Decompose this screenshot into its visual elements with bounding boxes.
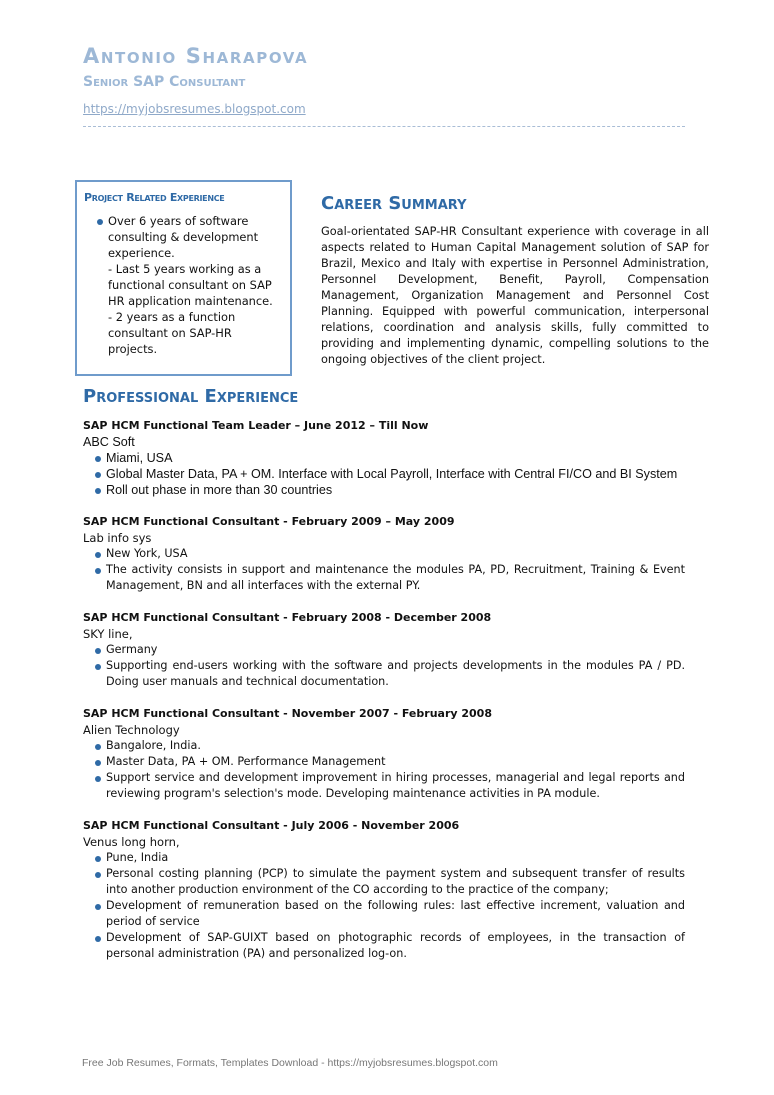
job-entry	[83, 610, 685, 690]
job-entry	[83, 514, 685, 594]
bullet-icon	[95, 760, 101, 766]
list-item: Master Data, PA + OM. Performance Management	[106, 754, 685, 770]
bullet-icon	[95, 936, 101, 942]
footer-text: Free Job Resumes, Formats, Templates Download - https://myjobsresumes.blogspot.com	[82, 1057, 498, 1069]
job-entry	[83, 818, 685, 962]
project-experience-heading: Project Related Experience	[84, 191, 225, 204]
list-item: Bangalore, India.	[106, 738, 685, 754]
bullet-icon	[95, 456, 101, 462]
list-item-text: - 2 years as a function consultant on SAP-HR projects.	[108, 310, 236, 356]
bullet-icon	[95, 664, 101, 670]
job-list	[83, 418, 685, 978]
bullet-icon	[95, 744, 101, 750]
list-item: Germany	[106, 642, 685, 658]
list-item: Miami, USA	[106, 450, 685, 466]
bullet-icon	[95, 856, 101, 862]
bullet-icon	[95, 776, 101, 782]
project-experience-box	[75, 180, 292, 376]
job-company: ABC Soft	[83, 435, 135, 449]
bullet-icon	[95, 552, 101, 558]
job-header: SAP HCM Functional Consultant - November 2007 - February 2008	[83, 707, 492, 720]
job-header: SAP HCM Functional Consultant - July 2006 - November 2006	[83, 819, 460, 832]
job-company: Alien Technology	[83, 723, 180, 737]
list-item-text: Over 6 years of software consulting & development experience.	[108, 214, 259, 260]
job-header: SAP HCM Functional Consultant - February 2008 - December 2008	[83, 611, 492, 624]
bullet-icon	[97, 219, 103, 225]
professional-experience-heading: Professional Experience	[83, 386, 299, 407]
job-entry	[83, 706, 685, 802]
career-summary-heading: Career Summary	[321, 193, 467, 214]
bullet-icon	[95, 568, 101, 574]
list-item: New York, USA	[106, 546, 685, 562]
project-experience-list	[84, 213, 282, 357]
job-header: SAP HCM Functional Consultant - February 2009 – May 2009	[83, 515, 455, 528]
bullet-icon	[95, 488, 101, 494]
job-company: Lab info sys	[83, 531, 152, 545]
list-item: Development of SAP-GUIXT based on photographic records of employees, in the transaction of personal administration (PA) and personalized log-on.	[106, 930, 685, 962]
candidate-name: Antonio Sharapova	[83, 44, 309, 68]
list-item: Supporting end-users working with the software and projects developments in the modules PA / PD. Doing user manuals and technical documentation.	[106, 658, 685, 690]
job-company: SKY line,	[83, 627, 133, 641]
bullet-icon	[95, 872, 101, 878]
list-item: Support service and development improvement in hiring processes, managerial and legal reports and reviewing program's selection's mode. Developing maintenance activities in PA module.	[106, 770, 685, 802]
website-link[interactable]: https://myjobsresumes.blogspot.com	[83, 102, 306, 116]
list-item: The activity consists in support and maintenance the modules PA, PD, Recruitment, Training & Event Management, BN and all interfaces with the external PY.	[106, 562, 685, 594]
job-company: Venus long horn,	[83, 835, 180, 849]
bullet-icon	[95, 472, 101, 478]
job-header: SAP HCM Functional Team Leader – June 2012 – Till Now	[83, 419, 429, 432]
bullet-icon	[95, 904, 101, 910]
list-item: Pune, India	[106, 850, 685, 866]
list-item: Personal costing planning (PCP) to simulate the payment system and subsequent transfer of results into another production environment of the CO according to the practice of the company;	[106, 866, 685, 898]
list-item-text: - Last 5 years working as a functional consultant on SAP HR application maintenance.	[108, 262, 273, 308]
list-item	[108, 213, 282, 357]
list-item: Roll out phase in more than 30 countries	[106, 482, 685, 498]
candidate-title: Senior SAP Consultant	[83, 74, 246, 90]
list-item: Global Master Data, PA + OM. Interface with Local Payroll, Interface with Central FI/CO and BI System	[106, 466, 685, 482]
bullet-icon	[95, 648, 101, 654]
job-entry	[83, 418, 685, 498]
header-divider	[83, 126, 685, 127]
list-item: Development of remuneration based on the following rules: last effective increment, valuation and period of service	[106, 898, 685, 930]
career-summary-text: Goal-orientated SAP-HR Consultant experience with coverage in all aspects related to Human Capital Management solution of SAP for Brazil, Mexico and Italy with expertise in Personnel Administration, Personnel Development, Benefit, Payroll, Compensation Management, Organization Management and Personnel Cost Planning. Equipped with powerful communication, interpersonal relations, coordination and analysis skills, fully committed to providing and implementing dynamic, compelling solutions to the ongoing objectives of the client project.	[321, 225, 709, 366]
